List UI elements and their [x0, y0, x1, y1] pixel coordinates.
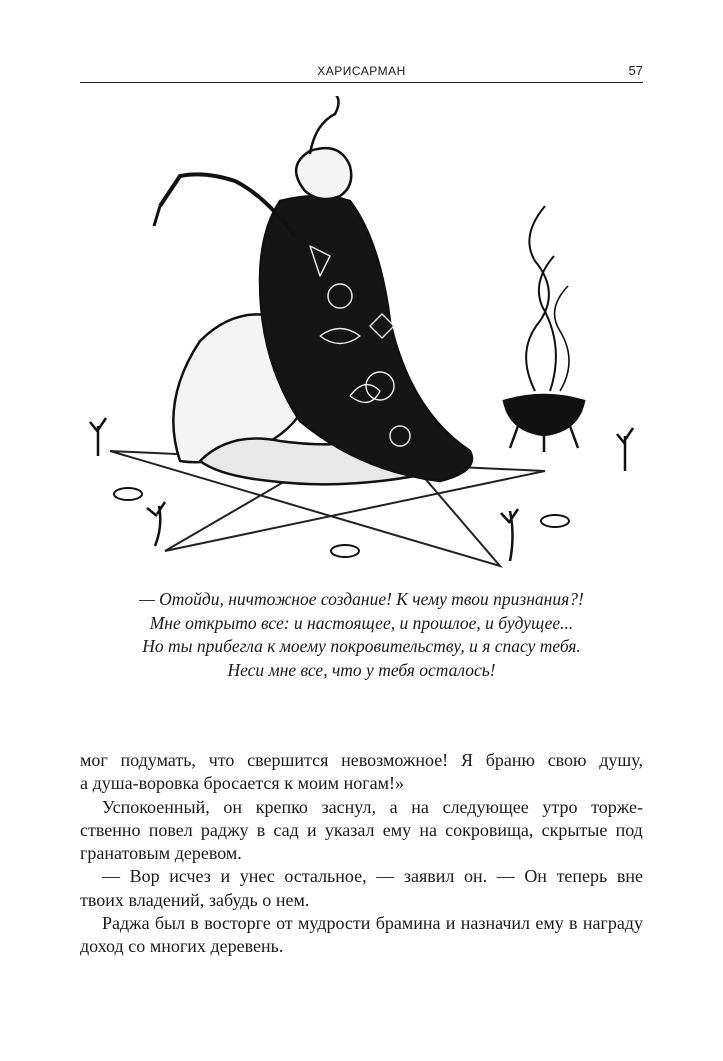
word: исчез	[169, 866, 211, 887]
word: в	[256, 819, 266, 840]
word: унес	[239, 866, 275, 887]
word: мудрости	[298, 913, 371, 934]
word: назначил	[460, 913, 531, 934]
word: в	[190, 913, 199, 934]
word: на	[419, 819, 437, 840]
word: утро	[542, 796, 578, 817]
word: указал	[324, 819, 375, 840]
word: что	[208, 750, 235, 770]
sorcerer-illustration	[80, 96, 646, 576]
word: —	[102, 866, 120, 887]
word: крепко	[255, 796, 308, 817]
word: от	[276, 913, 293, 934]
word: и	[220, 866, 231, 887]
caption-line: Неси мне все, что у тебя осталось!	[227, 659, 496, 680]
word: следующее	[442, 796, 529, 817]
word: раджу	[200, 819, 249, 840]
word: твоих	[80, 889, 124, 910]
body-text	[80, 749, 643, 959]
word: на	[411, 796, 429, 817]
word: со	[128, 936, 146, 957]
word: владений,	[128, 889, 205, 910]
cauldron	[504, 206, 584, 452]
word: подумать,	[120, 750, 196, 770]
word: доход	[80, 936, 124, 957]
word: брамина	[375, 913, 441, 934]
body-line	[80, 772, 643, 795]
word: Он	[524, 866, 547, 887]
illustration-caption	[80, 588, 643, 682]
word: Успокоенный,	[102, 796, 210, 817]
word: торже-	[591, 796, 643, 817]
caption-line: — Отойди, ничтожное создание! К чему твои признания?!	[139, 589, 584, 609]
word: о	[262, 889, 272, 910]
body-line	[80, 912, 643, 935]
word: ногам!»	[343, 773, 405, 794]
word: он	[223, 796, 243, 817]
word: и	[306, 819, 317, 840]
word: деревом.	[174, 843, 242, 864]
running-title: ХАРИСАРМАН	[317, 64, 406, 78]
body-line	[80, 935, 643, 958]
word: под	[615, 819, 643, 840]
sorcerer-figure	[154, 96, 472, 484]
body-line	[80, 819, 643, 842]
word: забудь	[208, 889, 258, 910]
caption-line: Но ты прибегла к моему покровительству, и я спасу тебя.	[142, 636, 581, 656]
word: душу,	[599, 750, 643, 770]
word: деревень.	[210, 936, 284, 957]
page-number: 57	[628, 63, 643, 78]
running-head	[80, 62, 643, 83]
word: —	[496, 866, 515, 887]
word: в	[569, 913, 578, 934]
word: моим	[297, 773, 340, 794]
word: он.	[463, 866, 488, 887]
word: свою	[547, 750, 587, 770]
word: а	[80, 773, 88, 794]
word: заявил	[403, 866, 455, 887]
body-line	[80, 749, 643, 772]
word: Вор	[129, 866, 160, 887]
word: —	[376, 866, 395, 887]
word: ему	[535, 913, 564, 934]
word: душа-воровка	[92, 773, 199, 794]
word: был	[154, 913, 186, 934]
word: ему	[382, 819, 412, 840]
caption-line: Мне открыто все: и настоящее, и прошлое, и будущее...	[149, 612, 574, 633]
word: скрытые	[541, 819, 608, 840]
word: сад	[273, 819, 299, 840]
word: Раджа	[102, 913, 150, 934]
body-line	[80, 796, 643, 819]
word: сокровища,	[445, 819, 534, 840]
word: остальное,	[284, 866, 367, 887]
body-line	[80, 842, 643, 865]
body-line	[80, 889, 643, 912]
word: и	[445, 913, 456, 934]
word: браню	[485, 750, 535, 770]
word: награду	[582, 913, 643, 934]
word: многих	[149, 936, 206, 957]
word: заснул,	[321, 796, 376, 817]
word: теперь	[556, 866, 608, 887]
word: невозможное!	[341, 750, 449, 770]
word: нем.	[275, 889, 310, 910]
word: ственно	[80, 819, 141, 840]
word: Я	[460, 750, 473, 770]
body-line	[80, 865, 643, 888]
word: мог	[80, 750, 108, 770]
word: а	[389, 796, 398, 817]
word: к	[284, 773, 294, 794]
word: вне	[616, 866, 643, 887]
word: бросается	[203, 773, 280, 794]
word: повел	[148, 819, 193, 840]
word: свершится	[247, 750, 329, 770]
word: восторге	[204, 913, 271, 934]
word: гранатовым	[80, 843, 171, 864]
